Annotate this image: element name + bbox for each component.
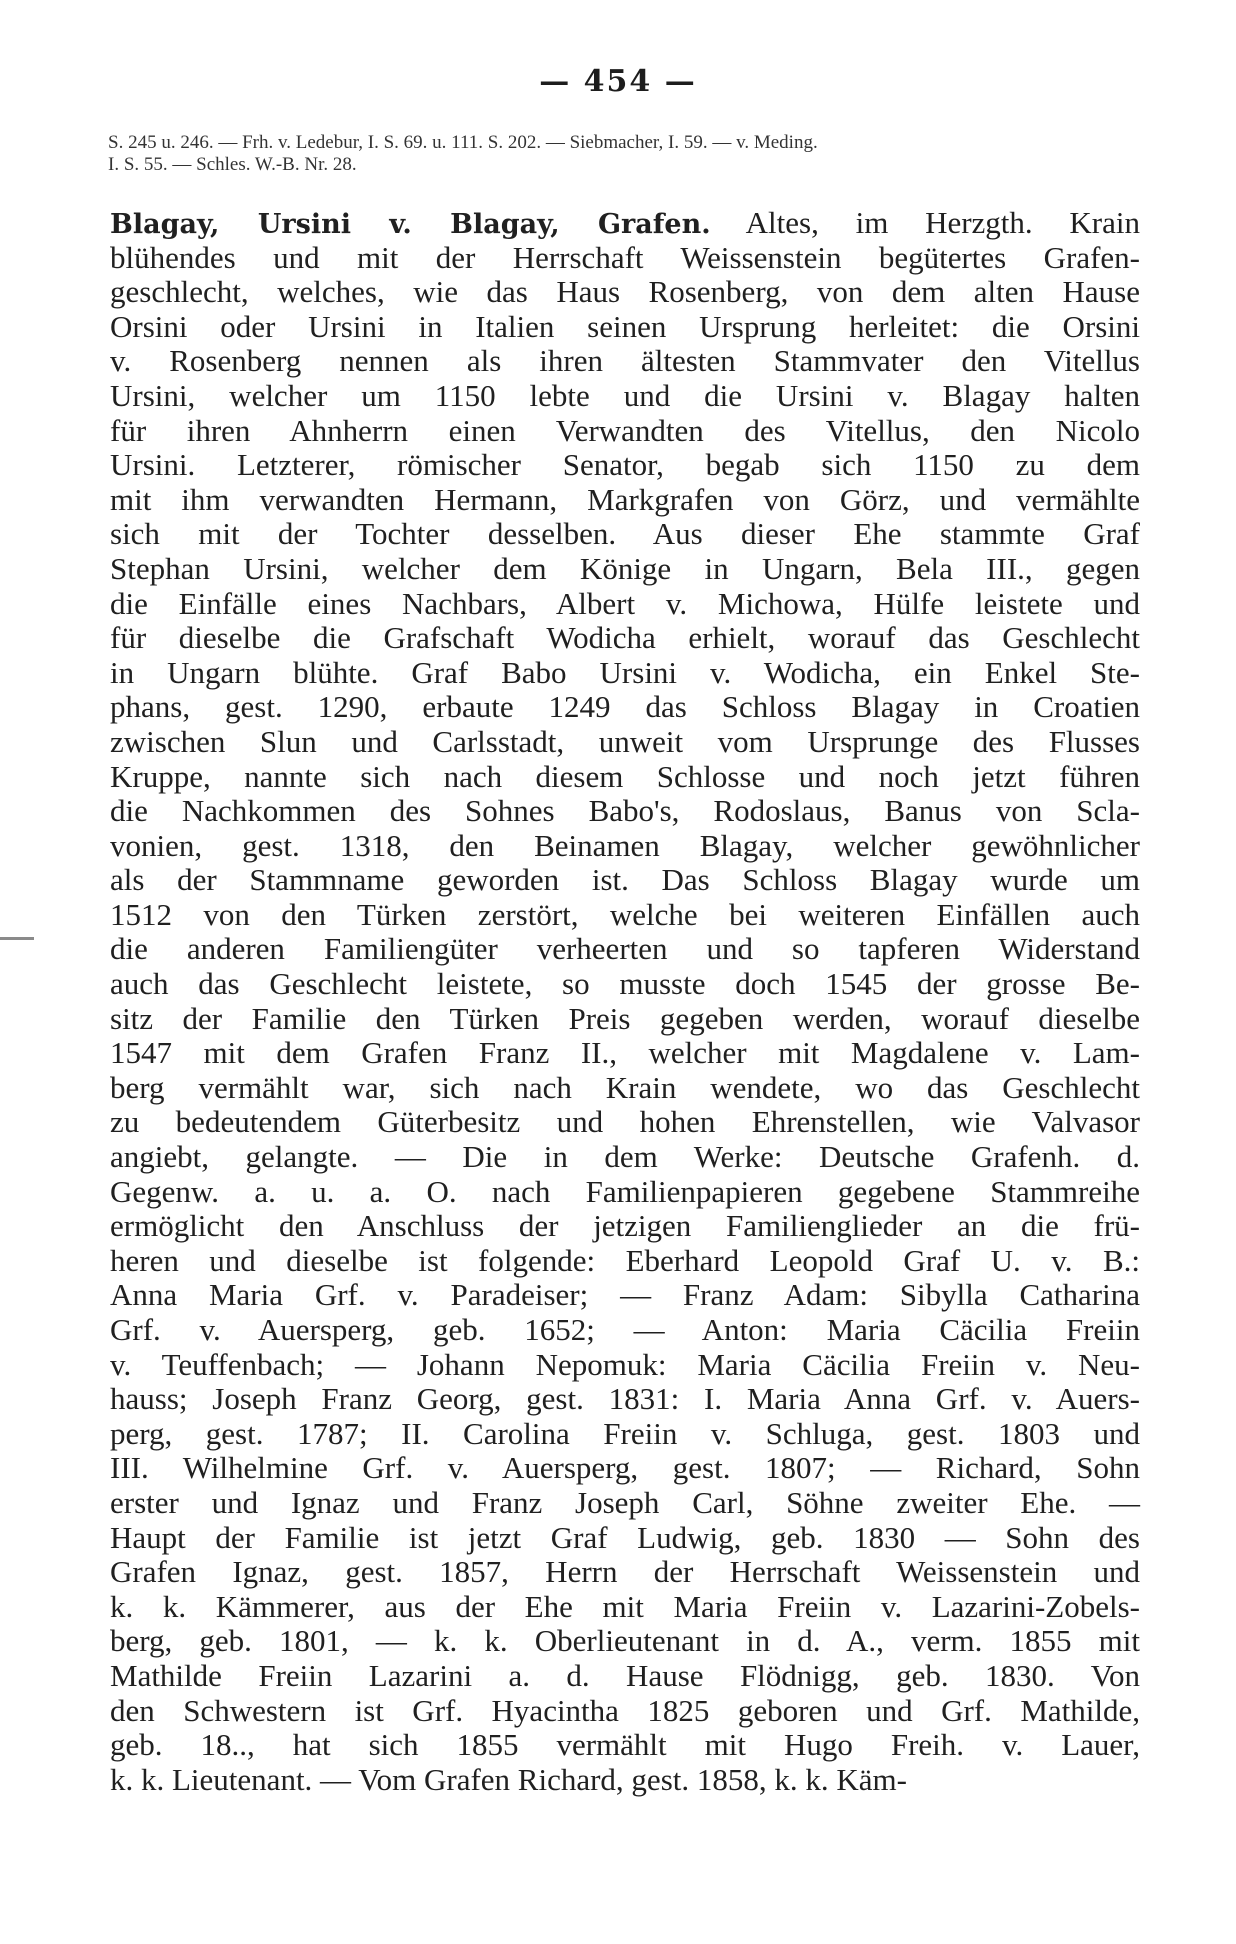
text-line: als der Stammname geworden ist. Das Schloss Blagay wurde um (110, 862, 1140, 898)
text-line: Orsini oder Ursini in Italien seinen Ursprung herleitet: die Orsini (110, 308, 1140, 344)
text-line: die anderen Familiengüter verheerten und so tapferen Widerstand (110, 931, 1140, 967)
text-line: v. Rosenberg nennen als ihren ältesten Stammvater den Vitellus (110, 343, 1140, 379)
text-line: die Einfälle eines Nachbars, Albert v. Michowa, Hülfe leistete und (110, 585, 1140, 621)
text-line: Kruppe, nannte sich nach diesem Schlosse und noch jetzt führen (110, 758, 1140, 794)
text-line: perg, gest. 1787; II. Carolina Freiin v. Schluga, gest. 1803 und (110, 1415, 1140, 1451)
text-line: Grf. v. Auersperg, geb. 1652; — Anton: Maria Cäcilia Freiin (110, 1312, 1140, 1347)
text-line: Mathilde Freiin Lazarini a. d. Hause Flödnigg, geb. 1830. Von (110, 1657, 1140, 1693)
text-line: heren und dieselbe ist folgende: Eberhard Leopold Graf U. v. B.: (110, 1242, 1140, 1278)
reference-line: I. S. 55. — Schles. W.-B. Nr. 28. (108, 154, 357, 175)
text-line: angiebt, gelangte. — Die in dem Werke: Deutsche Grafenh. d. (110, 1139, 1140, 1175)
text-line: 1512 von den Türken zerstört, welche bei weiteren Einfällen auch (110, 896, 1140, 932)
text-line: III. Wilhelmine Grf. v. Auersperg, gest. 1807; — Richard, Sohn (110, 1450, 1140, 1486)
text-line: auch das Geschlecht leistete, so musste doch 1545 der grosse Be- (110, 966, 1140, 1002)
text-line: berg vermählt war, sich nach Krain wendete, wo das Geschlecht (110, 1069, 1140, 1105)
text-line: v. Teuffenbach; — Johann Nepomuk: Maria Cäcilia Freiin v. Neu- (110, 1346, 1140, 1382)
text-line: erster und Ignaz und Franz Joseph Carl, Söhne zweiter Ehe. — (110, 1484, 1140, 1520)
text-line: in Ungarn blühte. Graf Babo Ursini v. Wodicha, ein Enkel Ste- (110, 654, 1140, 690)
text-line: geschlecht, welches, wie das Haus Rosenberg, von dem alten Hause (110, 274, 1140, 310)
text-line: ermöglicht den Anschluss der jetzigen Familienglieder an die frü- (110, 1208, 1140, 1244)
entry-heading: Blagay, Ursini v. Blagay, Grafen. (110, 209, 711, 240)
text-line: Ursini, welcher um 1150 lebte und die Ursini v. Blagay halten (110, 377, 1140, 413)
reference-line: S. 245 u. 246. — Frh. v. Ledebur, I. S. 69. u. 111. S. 202. — Siebmacher, I. 59. — v. Meding. (108, 132, 818, 153)
margin-mark (0, 937, 34, 940)
text-line: berg, geb. 1801, — k. k. Oberlieutenant in d. A., verm. 1855 mit (110, 1623, 1140, 1659)
text-line: zwischen Slun und Carlsstadt, unweit vom Ursprunge des Flusses (110, 723, 1140, 759)
text-line: vonien, gest. 1318, den Beinamen Blagay, welcher gewöhnlicher (110, 827, 1140, 863)
text-line: sich mit der Tochter desselben. Aus dieser Ehe stammte Graf (110, 516, 1140, 552)
text-line: k. k. Lieutenant. — Vom Grafen Richard, gest. 1858, k. k. Käm- (110, 1761, 907, 1797)
text-line: zu bedeutendem Güterbesitz und hohen Ehrenstellen, wie Valvasor (110, 1104, 1140, 1140)
text-line: Anna Maria Grf. v. Paradeiser; — Franz Adam: Sibylla Catharina (110, 1277, 1140, 1313)
text-line: 1547 mit dem Grafen Franz II., welcher mit Magdalene v. Lam- (110, 1035, 1140, 1071)
text-line: für ihren Ahnherrn einen Verwandten des Vitellus, den Nicolo (110, 412, 1140, 448)
text-line: sitz der Familie den Türken Preis gegeben werden, worauf dieselbe (110, 1000, 1140, 1036)
text-line: geb. 18.., hat sich 1855 vermählt mit Hugo Freih. v. Lauer, (110, 1727, 1140, 1763)
page-number: — 454 — (539, 64, 697, 99)
text-line: für dieselbe die Grafschaft Wodicha erhielt, worauf das Geschlecht (110, 620, 1140, 656)
entry-body (110, 206, 1140, 1797)
text-line: hauss; Joseph Franz Georg, gest. 1831: I. Maria Anna Grf. v. Auers- (110, 1381, 1140, 1417)
text-line: Gegenw. a. u. a. O. nach Familienpapieren gegebene Stammreihe (110, 1173, 1140, 1209)
entry-first-line (110, 206, 1140, 241)
text-line: mit ihm verwandten Hermann, Markgrafen von Görz, und vermählte (110, 481, 1140, 517)
text-line: Ursini. Letzterer, römischer Senator, begab sich 1150 zu dem (110, 447, 1140, 483)
reference-notes (108, 132, 1138, 176)
text-line: Haupt der Familie ist jetzt Graf Ludwig, geb. 1830 — Sohn des (110, 1519, 1140, 1555)
text-line: die Nachkommen des Sohnes Babo's, Rodoslaus, Banus von Scla- (110, 793, 1140, 829)
text-line: Stephan Ursini, welcher dem Könige in Ungarn, Bela III., gegen (110, 550, 1140, 586)
text-line: Grafen Ignaz, gest. 1857, Herrn der Herrschaft Weissenstein und (110, 1554, 1140, 1590)
entry-first-line-text: Altes, im Herzgth. Krain (745, 205, 1140, 240)
text-line: phans, gest. 1290, erbaute 1249 das Schloss Blagay in Croatien (110, 689, 1140, 725)
text-line: k. k. Kämmerer, aus der Ehe mit Maria Freiin v. Lazarini-Zobels- (110, 1588, 1140, 1624)
text-line: blühendes und mit der Herrschaft Weissenstein begütertes Grafen- (110, 239, 1140, 275)
text-line: den Schwestern ist Grf. Hyacintha 1825 geboren und Grf. Mathilde, (110, 1692, 1140, 1728)
